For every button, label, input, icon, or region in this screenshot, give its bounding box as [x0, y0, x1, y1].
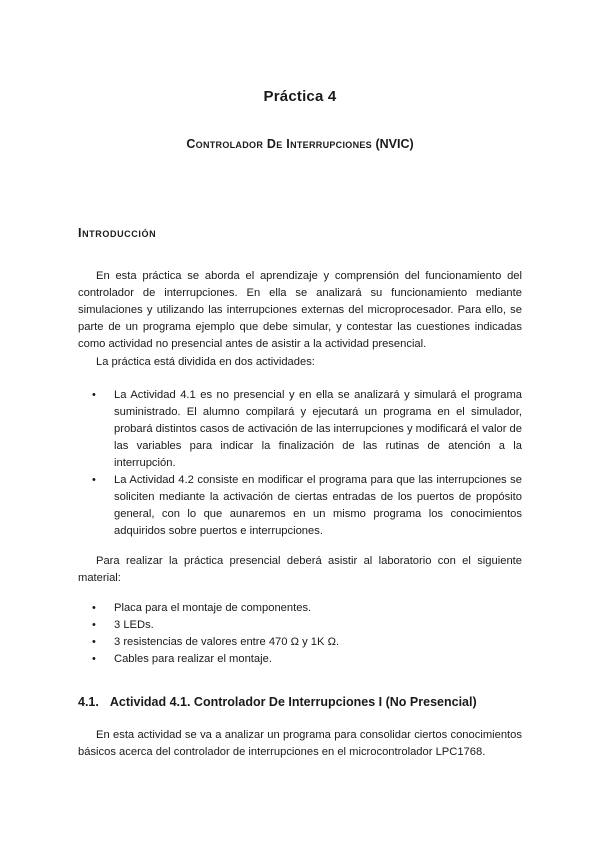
list-item: [78, 651, 522, 668]
material-text: Cables para realizar el montaje.: [114, 653, 272, 665]
bullet-icon: •: [92, 636, 96, 648]
bullet-icon: •: [92, 619, 96, 631]
subsection-title: Actividad 4.1. Controlador De Interrupciones I (No Presencial): [109, 695, 477, 709]
list-item: [78, 617, 522, 634]
page-title: Práctica 4: [263, 88, 337, 105]
bullet-icon: •: [92, 602, 96, 614]
list-item: [78, 600, 522, 617]
material-text: 3 LEDs.: [114, 619, 154, 631]
page-subtitle: [0, 137, 600, 151]
list-item: [78, 387, 522, 472]
material-text: Placa para el montaje de componentes.: [114, 602, 312, 614]
list-item: [78, 634, 522, 651]
material-intro-paragraph: Para realizar la práctica presencial deberá asistir al laboratorio con el siguiente material:: [78, 555, 522, 584]
subsection-paragraph: En esta actividad se va a analizar un programa para consolidar ciertos conocimientos básicos acerca del controlador de interrupciones en el microcontrolador LPC1768.: [78, 729, 522, 758]
activity-text: La Actividad 4.2 consiste en modificar el programa para que las interrupciones se soliciten mediante la activación de ciertas entradas de los puertos de propósito general, con lo que aunaremos en un mismo programa los conocimientos adquiridos sobre puertos e interrupciones.: [114, 474, 522, 537]
section-heading-introduccion: Introducción: [78, 226, 157, 240]
bullet-icon: •: [92, 474, 96, 486]
activity-text: La Actividad 4.1 es no presencial y en ella se analizará y simulará el programa suministrado. El alumno compilará y ejecutará un programa en el simulador, probará distintos casos de activación de las interrupciones y modificará el valor de las variables para indicar la finalización de las rutinas de atención a la interrupción.: [114, 389, 522, 469]
bullet-icon: •: [92, 389, 96, 401]
bullet-icon: •: [92, 653, 96, 665]
subtitle-suffix: (NVIC): [375, 137, 414, 151]
subtitle-main: Controlador De Interrupciones: [186, 137, 372, 151]
subsection-heading: [78, 695, 477, 709]
material-text: 3 resistencias de valores entre 470 Ω y 1K Ω.: [114, 636, 340, 648]
subsection-number: 4.1.: [78, 695, 99, 709]
intro-paragraph: En esta práctica se aborda el aprendizaje y comprensión del funcionamiento del controlador de interrupciones. En ella se analizará su funcionamiento mediante simulaciones y utilizando las interrupciones externas del microprocesador. Para ello, se parte de un programa ejemplo que debe simular, y contestar las cuestiones indicadas como actividad no presencial antes de asistir a la actividad presencial.: [78, 270, 522, 350]
division-line: La práctica está dividida en dos actividades:: [96, 356, 315, 368]
activities-list: [78, 387, 522, 540]
materials-list: [78, 600, 522, 668]
list-item: [78, 472, 522, 540]
